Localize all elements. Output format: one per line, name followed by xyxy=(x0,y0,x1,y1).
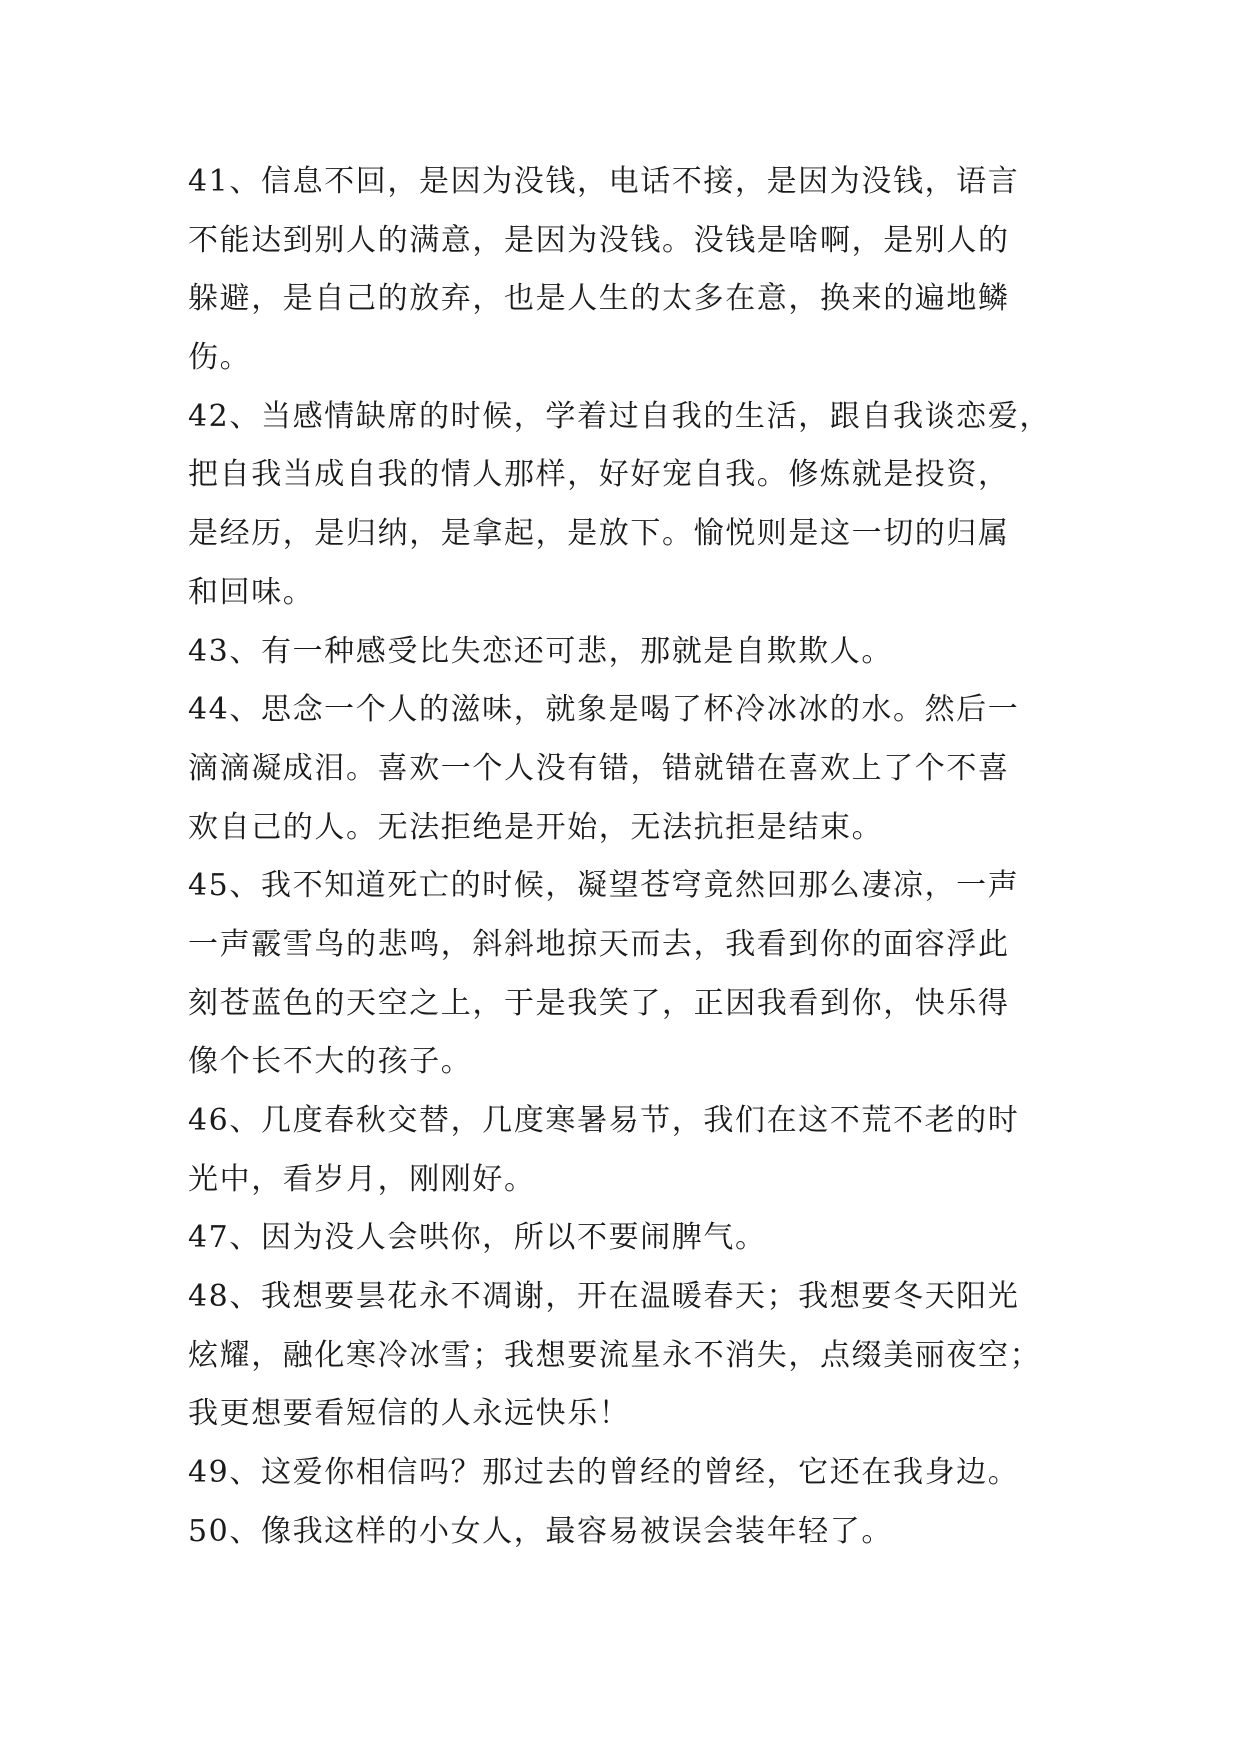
document-body xyxy=(188,153,1068,1562)
text-line-5: 42、当感情缺席的时候，学着过自我的生活，跟自我谈恋爱， xyxy=(188,398,1051,434)
text-line-16: 像个长不大的孩子。 xyxy=(188,1044,473,1080)
text-line-3: 躲避，是自己的放弃，也是人生的太多在意，换来的遍地鳞 xyxy=(188,281,1010,317)
text-line-18: 光中，看岁月，刚刚好。 xyxy=(188,1161,536,1197)
text-line-23: 49、这爱你相信吗？那过去的曾经的曾经，它还在我身边。 xyxy=(188,1455,1020,1491)
text-line-19: 47、因为没人会哄你，所以不要闹脾气。 xyxy=(188,1220,767,1256)
text-line-9: 43、有一种感受比失恋还可悲，那就是自欺欺人。 xyxy=(188,633,893,669)
text-line-21: 炫耀，融化寒冷冰雪；我想要流星永不消失，点缀美丽夜空； xyxy=(188,1337,1042,1373)
text-line-6: 把自我当成自我的情人那样，好好宠自我。修炼就是投资， xyxy=(188,457,1010,493)
text-line-24: 50、像我这样的小女人，最容易被误会装年轻了。 xyxy=(188,1513,893,1549)
text-line-11: 滴滴凝成泪。喜欢一个人没有错，错就错在喜欢上了个不喜 xyxy=(188,750,1010,786)
text-line-14: 一声霰雪鸟的悲鸣，斜斜地掠天而去，我看到你的面容浮此 xyxy=(188,926,1010,962)
text-line-4: 伤。 xyxy=(188,340,252,376)
text-line-2: 不能达到别人的满意，是因为没钱。没钱是啥啊，是别人的 xyxy=(188,222,1010,258)
text-line-20: 48、我想要昙花永不凋谢，开在温暖春天；我想要冬天阳光 xyxy=(188,1279,1020,1315)
text-line-1: 41、信息不回，是因为没钱，电话不接，是因为没钱，语言 xyxy=(188,164,1020,199)
text-line-13: 45、我不知道死亡的时候，凝望苍穹竟然回那么凄凉，一声 xyxy=(188,868,1020,904)
text-line-22: 我更想要看短信的人永远快乐！ xyxy=(188,1396,631,1432)
text-line-8: 和回味。 xyxy=(188,574,315,610)
text-line-10: 44、思念一个人的滋味，就象是喝了杯冷冰冰的水。然后一 xyxy=(188,692,1020,728)
text-line-12: 欢自己的人。无法拒绝是开始，无法抗拒是结束。 xyxy=(188,809,884,845)
text-line-7: 是经历，是归纳，是拿起，是放下。愉悦则是这一切的归属 xyxy=(188,516,1010,552)
text-line-15: 刻苍蓝色的天空之上，于是我笑了，正因我看到你，快乐得 xyxy=(188,985,1010,1021)
text-line-17: 46、几度春秋交替，几度寒暑易节，我们在这不荒不老的时 xyxy=(188,1103,1020,1138)
